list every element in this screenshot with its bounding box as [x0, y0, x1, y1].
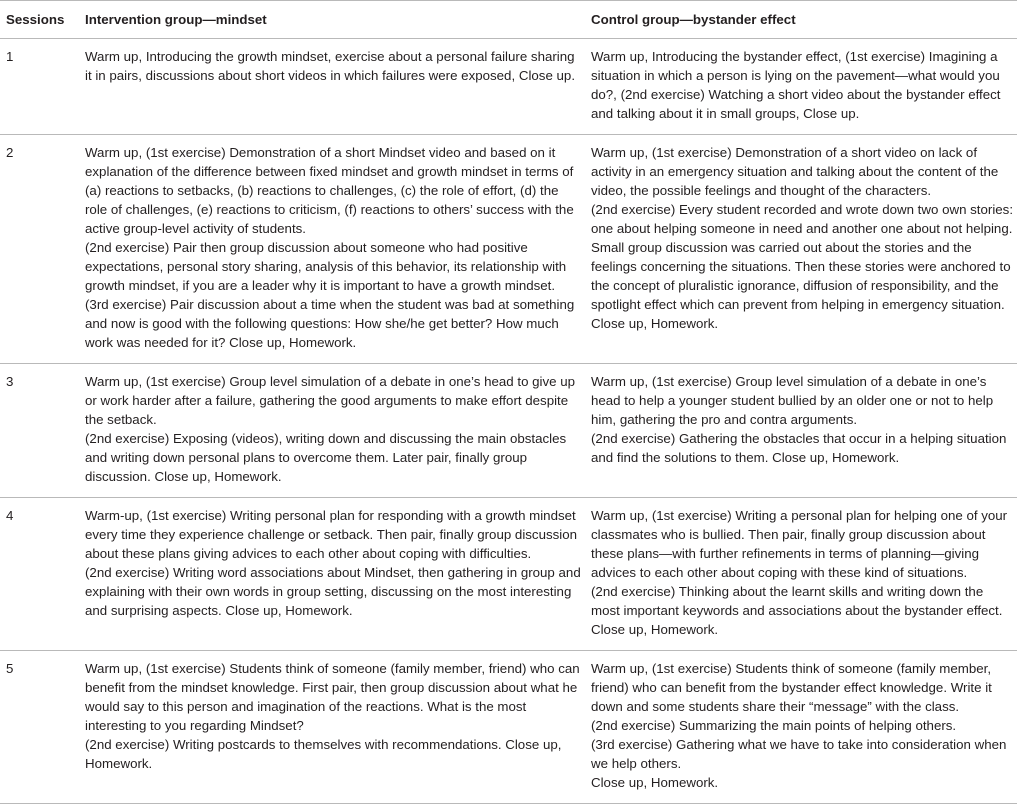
table-row	[0, 364, 1017, 498]
session-number	[0, 135, 79, 364]
session-number	[0, 651, 79, 804]
header-sessions: Sessions	[0, 1, 79, 39]
intervention-text: Warm up, (1st exercise) Demonstration of a short Mindset video and based on it explanation of the difference between fixed mindset and growth mindset in terms of (a) reactions to setbacks, (b) reactions to challenges, (c) the role of effort, (d) the role of challenges, (e) reactions to criticism, (f) reactions to others’ success with the active group-level activity of students. (2nd exercise) Pair then group discussion about someone who had positive expectations, personal story sharing, analysis of this behavior, its relationship with growth mindset, if you are a leader why it is important to have a growth mindset. (3rd exercise) Pair discussion about a time when the student was bad at something and now is good with the following questions: How she/he get better? How much work was needed for it? Close up, Homework.	[85, 145, 575, 350]
intervention-cell	[79, 135, 585, 364]
table-header	[0, 1, 1017, 39]
header-control-group: Control group—bystander effect	[585, 1, 1017, 39]
session-number-text: 3	[6, 374, 14, 389]
intervention-text: Warm up, (1st exercise) Students think of someone (family member, friend) who can benefit from the mindset knowledge. First pair, then group discussion about what he would say to this person and imagination of the reactions. What is the most interesting to you regarding Mindset? (2nd exercise) Writing postcards to themselves with recommendations. Close up, Homework.	[85, 661, 580, 771]
control-text: Warm up, Introducing the bystander effect, (1st exercise) Imagining a situation in which a person is lying on the pavement—what would you do?, (2nd exercise) Watching a short video about the bystander effect and talking about it in small groups, Close up.	[591, 49, 1001, 121]
intervention-cell	[79, 39, 585, 135]
control-text: Warm up, (1st exercise) Group level simulation of a debate in one’s head to help a younger student bullied by an older one or not to help him, gathering the pro and contra arguments. (2nd exercise) Gathering the obstacles that occur in a helping situation and find the solutions to them. Close up, Homework.	[591, 374, 1007, 465]
control-text: Warm up, (1st exercise) Writing a personal plan for helping one of your classmates who is bullied. Then pair, finally group discussion about these plans—with further refinements in terms of planning—giving advices to each other about coping with these kind of situations. (2nd exercise) Thinking about the learnt skills and writing down the most important keywords and associations about the bystander effect. Close up, Homework.	[591, 508, 1008, 637]
table-row	[0, 39, 1017, 135]
control-cell	[585, 498, 1017, 651]
session-number-text: 5	[6, 661, 14, 676]
session-number	[0, 498, 79, 651]
session-number	[0, 364, 79, 498]
intervention-text: Warm up, (1st exercise) Group level simulation of a debate in one’s head to give up or work harder after a failure, gathering the good arguments to make effort despite the setback. (2nd exercise) Exposing (videos), writing down and discussing the main obstacles and writing down personal plans to overcome them. Later pair, finally group discussion. Close up, Homework.	[85, 374, 576, 484]
header-row	[0, 1, 1017, 39]
intervention-text: Warm up, Introducing the growth mindset, exercise about a personal failure sharing it in pairs, discussions about short videos in which failures were exposed, Close up.	[85, 49, 576, 83]
session-number-text: 1	[6, 49, 14, 64]
header-intervention-group: Intervention group—mindset	[79, 1, 585, 39]
intervention-cell	[79, 651, 585, 804]
session-number-text: 2	[6, 145, 14, 160]
control-cell	[585, 364, 1017, 498]
control-cell	[585, 39, 1017, 135]
intervention-text: Warm-up, (1st exercise) Writing personal plan for responding with a growth mindset every time they experience challenge or setback. Then pair, finally group discussion about these plans giving advices to each other about coping with difficulties. (2nd exercise) Writing word associations about Mindset, then gathering in group and explaining with their own words in group setting, discussing on the most interesting and surprising aspects. Close up, Homework.	[85, 508, 581, 618]
control-text: Warm up, (1st exercise) Students think of someone (family member, friend) who can benefit from the bystander effect knowledge. Write it down and some students share their “message” with the class. (2nd exercise) Summarizing the main points of helping others. (3rd exercise) Gathering what we have to take into consideration when we help others. Close up, Homework.	[591, 661, 1007, 790]
table-row	[0, 651, 1017, 804]
control-text: Warm up, (1st exercise) Demonstration of a short video on lack of activity in an emergency situation and talking about the content of the video, the possible feelings and thought of the characters. (2nd exercise) Every student recorded and wrote down two own stories: one about helping someone in need and another one about not helping. Small group discussion was carried out about the stories and the feelings concerning the situations. Then these stories were anchored to the concept of pluralistic ignorance, diffusion of responsibility, and the spotlight effect which can prevent from helping in emergency situation. Close up, Homework.	[591, 145, 1014, 331]
session-number-text: 4	[6, 508, 14, 523]
session-number	[0, 39, 79, 135]
intervention-cell	[79, 364, 585, 498]
control-cell	[585, 651, 1017, 804]
table-body	[0, 39, 1017, 804]
table-row	[0, 498, 1017, 651]
intervention-cell	[79, 498, 585, 651]
control-cell	[585, 135, 1017, 364]
table-row	[0, 135, 1017, 364]
